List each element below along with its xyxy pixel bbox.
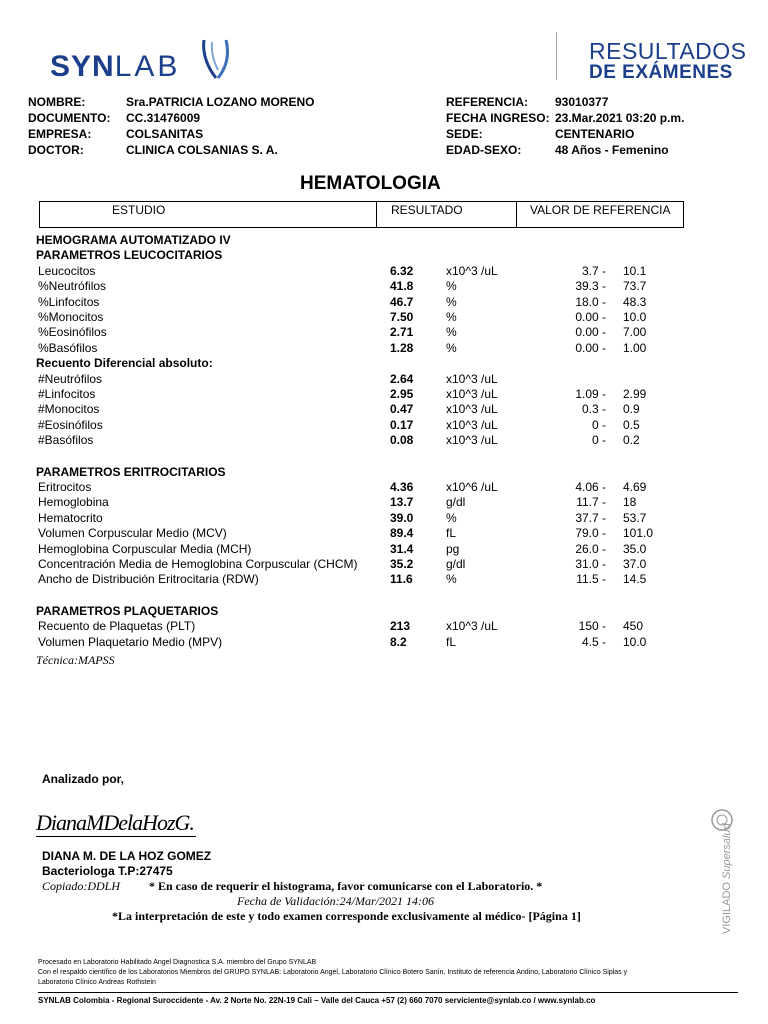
result-value: 46.7 (390, 294, 414, 309)
reference-low: 11.5 - (576, 572, 606, 587)
results-table-header (39, 201, 684, 228)
result-unit: x10^3 /uL (446, 263, 498, 278)
value-edad-sexo: 48 Años - Femenino (555, 143, 669, 157)
result-row (0, 494, 768, 510)
value-nombre: Sra.PATRICIA LOZANO MORENO (126, 95, 315, 109)
header-de-examenes: DE EXÁMENES (589, 62, 733, 83)
test-name: %Eosinófilos (38, 325, 107, 340)
reference-high: 48.3 (623, 294, 647, 309)
test-name: Hemoglobina Corpuscular Media (MCH) (38, 541, 252, 556)
section-title: HEMATOLOGIA (300, 173, 441, 194)
reference-high: 18 (623, 495, 637, 510)
reference-high: 73.7 (623, 279, 647, 294)
test-name: Hematocrito (38, 510, 103, 525)
reference-low: 4.5 - (581, 634, 606, 649)
result-value: 89.4 (390, 526, 414, 541)
signer-name: DIANA M. DE LA HOZ GOMEZ (42, 849, 212, 863)
signer-id: Bacteriologa T.P:27475 (42, 864, 173, 878)
footer-line: Con el respaldo científico de los Laboratorios Miembros del GRUPO SYNLAB: Laboratorio Angel, Laboratorio Clínico Botero Sanín, Instituto de referencia Andino, Laboratorio Clínico Siplas y (38, 969, 628, 976)
label-documento: DOCUMENTO: (28, 111, 111, 125)
result-unit: % (446, 572, 457, 587)
test-name: #Basófilos (38, 433, 94, 448)
result-unit: fL (446, 526, 457, 541)
value-doctor: CLINICA COLSANIAS S. A. (126, 143, 278, 157)
result-unit: x10^6 /uL (446, 480, 498, 494)
result-unit: x10^3 /uL (446, 371, 498, 386)
test-name: #Monocitos (38, 402, 100, 417)
reference-high: 0.2 (623, 433, 640, 448)
value-documento: CC.31476009 (126, 111, 201, 125)
vigilado-seal-icon (700, 806, 750, 936)
result-unit: g/dl (446, 495, 466, 510)
reference-low: 11.7 - (576, 495, 606, 510)
result-row (0, 510, 768, 526)
reference-low: 26.0 - (575, 541, 606, 556)
result-value: 213 (390, 619, 411, 634)
result-row (0, 263, 768, 279)
col-divider (376, 202, 377, 227)
result-value: 39.0 (390, 510, 414, 525)
result-value: 2.95 (390, 387, 414, 401)
fecha-validacion: Fecha de Validación:24/Mar/2021 14:06 (237, 894, 434, 908)
result-value: 31.4 (390, 541, 414, 556)
analizado-por: Analizado por, (42, 772, 125, 786)
copiado-note: Copiado:DDLH (42, 879, 121, 893)
test-name: Leucocitos (38, 263, 96, 278)
reference-high: 53.7 (623, 510, 647, 525)
section-heading (0, 603, 768, 619)
result-unit: g/dl (446, 557, 466, 571)
col-estudio: ESTUDIO (112, 203, 166, 217)
result-value: 1.28 (390, 340, 414, 355)
reference-high: 35.0 (623, 541, 647, 556)
reference-high: 450 (623, 619, 644, 634)
reference-high: 10.0 (623, 310, 647, 324)
reference-low: 0 - (591, 417, 606, 432)
logo-syn: SYN (50, 50, 115, 83)
synlab-logo-icon (198, 38, 238, 86)
section-heading (0, 464, 768, 480)
section-heading-label: PARAMETROS LEUCOCITARIOS (36, 248, 223, 263)
section-heading-label: Recuento Diferencial absoluto: (36, 356, 213, 371)
test-name: %Neutrófilos (38, 279, 107, 294)
result-unit: % (446, 340, 457, 355)
reference-low: 0.00 - (575, 325, 606, 340)
reference-high: 101.0 (623, 526, 654, 541)
reference-low: 3.7 - (581, 263, 606, 278)
result-value: 35.2 (390, 557, 414, 571)
test-name: #Neutrófilos (38, 371, 103, 386)
result-unit: % (446, 279, 457, 294)
result-row (0, 294, 768, 310)
footer-divider (38, 992, 738, 993)
test-name: Recuento de Plaquetas (PLT) (38, 619, 196, 634)
section-heading (0, 355, 768, 371)
test-name: %Linfocitos (38, 294, 100, 309)
test-name: Volumen Corpuscular Medio (MCV) (38, 526, 227, 541)
label-sede: SEDE: (446, 127, 483, 141)
reference-low: 150 - (578, 619, 606, 634)
result-row (0, 618, 768, 634)
header-divider (556, 32, 557, 80)
test-name: #Linfocitos (38, 387, 96, 401)
reference-low: 0.00 - (575, 340, 606, 355)
synlab-logo-text (50, 50, 180, 84)
reference-high: 0.9 (623, 402, 640, 417)
value-sede: CENTENARIO (555, 127, 635, 141)
patient-left-values (126, 94, 426, 158)
test-name: Volumen Plaquetario Medio (MPV) (38, 634, 223, 649)
reference-high: 37.0 (623, 557, 647, 571)
signature-line (36, 836, 196, 837)
patient-left-labels (28, 94, 128, 158)
result-row (0, 571, 768, 587)
tecnica-note: Técnica:MAPSS (36, 653, 115, 667)
reference-high: 1.00 (623, 340, 647, 355)
result-unit: % (446, 310, 457, 324)
vigilado-stamp (700, 806, 750, 936)
value-referencia: 93010377 (555, 95, 609, 109)
label-empresa: EMPRESA: (28, 127, 92, 141)
label-referencia: REFERENCIA: (446, 95, 529, 109)
section-heading (0, 247, 768, 263)
result-row (0, 525, 768, 541)
result-row (0, 432, 768, 448)
result-unit: % (446, 294, 457, 309)
result-row (0, 309, 768, 325)
result-row (0, 401, 768, 417)
histograma-note: * En caso de requerir el histograma, favor comunicarse con el Laboratorio. * (149, 879, 543, 893)
result-row (0, 371, 768, 387)
vigilado-text: VIGILADO Supersalud (721, 823, 733, 934)
reference-low: 0 - (591, 433, 606, 448)
reference-high: 4.69 (623, 480, 647, 494)
label-doctor: DOCTOR: (28, 143, 84, 157)
patient-right-labels (446, 94, 556, 158)
reference-high: 14.5 (623, 572, 647, 587)
result-unit: x10^3 /uL (446, 619, 498, 634)
result-value: 0.08 (390, 433, 414, 448)
interpretacion-note: *La interpretación de este y todo examen corresponde exclusivamente al médico- [Página 1] (112, 909, 581, 923)
test-name: %Basófilos (38, 340, 98, 355)
reference-low: 1.09 - (575, 387, 606, 401)
footer-line: Procesado en Laboratorio Habilitado Angel Diagnostica S.A. miembro del Grupo SYNLAB (38, 959, 317, 966)
result-row (0, 479, 768, 495)
reference-low: 31.0 - (575, 557, 606, 571)
results-list (0, 232, 768, 672)
col-referencia: VALOR DE REFERENCIA (530, 203, 671, 217)
footer-processing-note (38, 958, 738, 988)
reference-low: 37.7 - (575, 510, 606, 525)
reference-low: 4.06 - (575, 480, 606, 494)
result-value: 2.71 (390, 325, 414, 340)
signature: DianaMDelaHozG. (36, 810, 194, 835)
result-value: 13.7 (390, 495, 414, 510)
section-heading-label: PARAMETROS PLAQUETARIOS (36, 603, 219, 618)
reference-high: 2.99 (623, 387, 647, 401)
test-name: %Monocitos (38, 310, 104, 324)
result-unit: % (446, 510, 457, 525)
test-name: Ancho de Distribución Eritrocitaria (RDW) (38, 572, 259, 587)
result-value: 2.64 (390, 371, 414, 386)
reference-high: 10.1 (623, 263, 647, 278)
result-unit: fL (446, 634, 457, 649)
reference-low: 0.3 - (581, 402, 606, 417)
result-row (0, 278, 768, 294)
reference-low: 39.3 - (575, 279, 606, 294)
label-edad-sexo: EDAD-SEXO: (446, 143, 522, 157)
result-row (0, 541, 768, 557)
result-value: 7.50 (390, 310, 414, 324)
reference-low: 18.0 - (575, 294, 606, 309)
result-value: 4.36 (390, 480, 414, 494)
reference-high: 0.5 (623, 417, 640, 432)
test-name: Eritrocitos (38, 480, 92, 494)
test-name: Concentración Media de Hemoglobina Corpuscular (CHCM) (38, 557, 358, 571)
test-name: #Eosinófilos (38, 417, 103, 432)
footer-contact: SYNLAB Colombia - Regional Suroccidente - Av. 2 Norte No. 22N-19 Cali – Valle del Cauca +57 (2) 660 7070 serviciente@synlab.co / www.synlab.co (38, 996, 596, 1005)
reference-low: 79.0 - (575, 526, 606, 541)
result-row (0, 386, 768, 402)
result-unit: x10^3 /uL (446, 387, 498, 401)
reference-low: 0.00 - (575, 310, 606, 324)
result-row (0, 634, 768, 650)
logo-lab: LAB (114, 50, 181, 83)
footer-line: Laboratorio Clínico Andreas Rothstein (38, 979, 156, 986)
result-row (0, 417, 768, 433)
patient-right-values (555, 94, 755, 158)
result-unit: % (446, 325, 457, 340)
header-resultados: RESULTADOS (589, 38, 747, 64)
reference-high: 7.00 (623, 325, 647, 340)
section-heading-label: PARAMETROS ERITROCITARIOS (36, 464, 226, 479)
test-name: Hemoglobina (38, 495, 109, 510)
reference-high: 10.0 (623, 634, 647, 649)
value-fecha-ingreso: 23.Mar.2021 03:20 p.m. (555, 111, 685, 125)
result-row (0, 340, 768, 356)
result-row (0, 324, 768, 340)
result-value: 6.32 (390, 263, 414, 278)
col-resultado: RESULTADO (391, 203, 463, 217)
result-unit: pg (446, 541, 460, 556)
section-heading-label: HEMOGRAMA AUTOMATIZADO IV (36, 233, 231, 247)
result-value: 11.6 (390, 572, 413, 587)
result-unit: x10^3 /uL (446, 402, 498, 417)
result-value: 0.47 (390, 402, 414, 417)
result-value: 41.8 (390, 279, 414, 294)
result-unit: x10^3 /uL (446, 433, 498, 448)
value-empresa: COLSANITAS (126, 127, 204, 141)
label-nombre: NOMBRE: (28, 95, 86, 109)
col-divider (516, 202, 517, 227)
result-value: 8.2 (390, 634, 407, 649)
label-fecha-ingreso: FECHA INGRESO: (446, 111, 550, 125)
result-value: 0.17 (390, 417, 414, 432)
section-heading (0, 232, 768, 248)
result-unit: x10^3 /uL (446, 417, 498, 432)
result-row (0, 556, 768, 572)
